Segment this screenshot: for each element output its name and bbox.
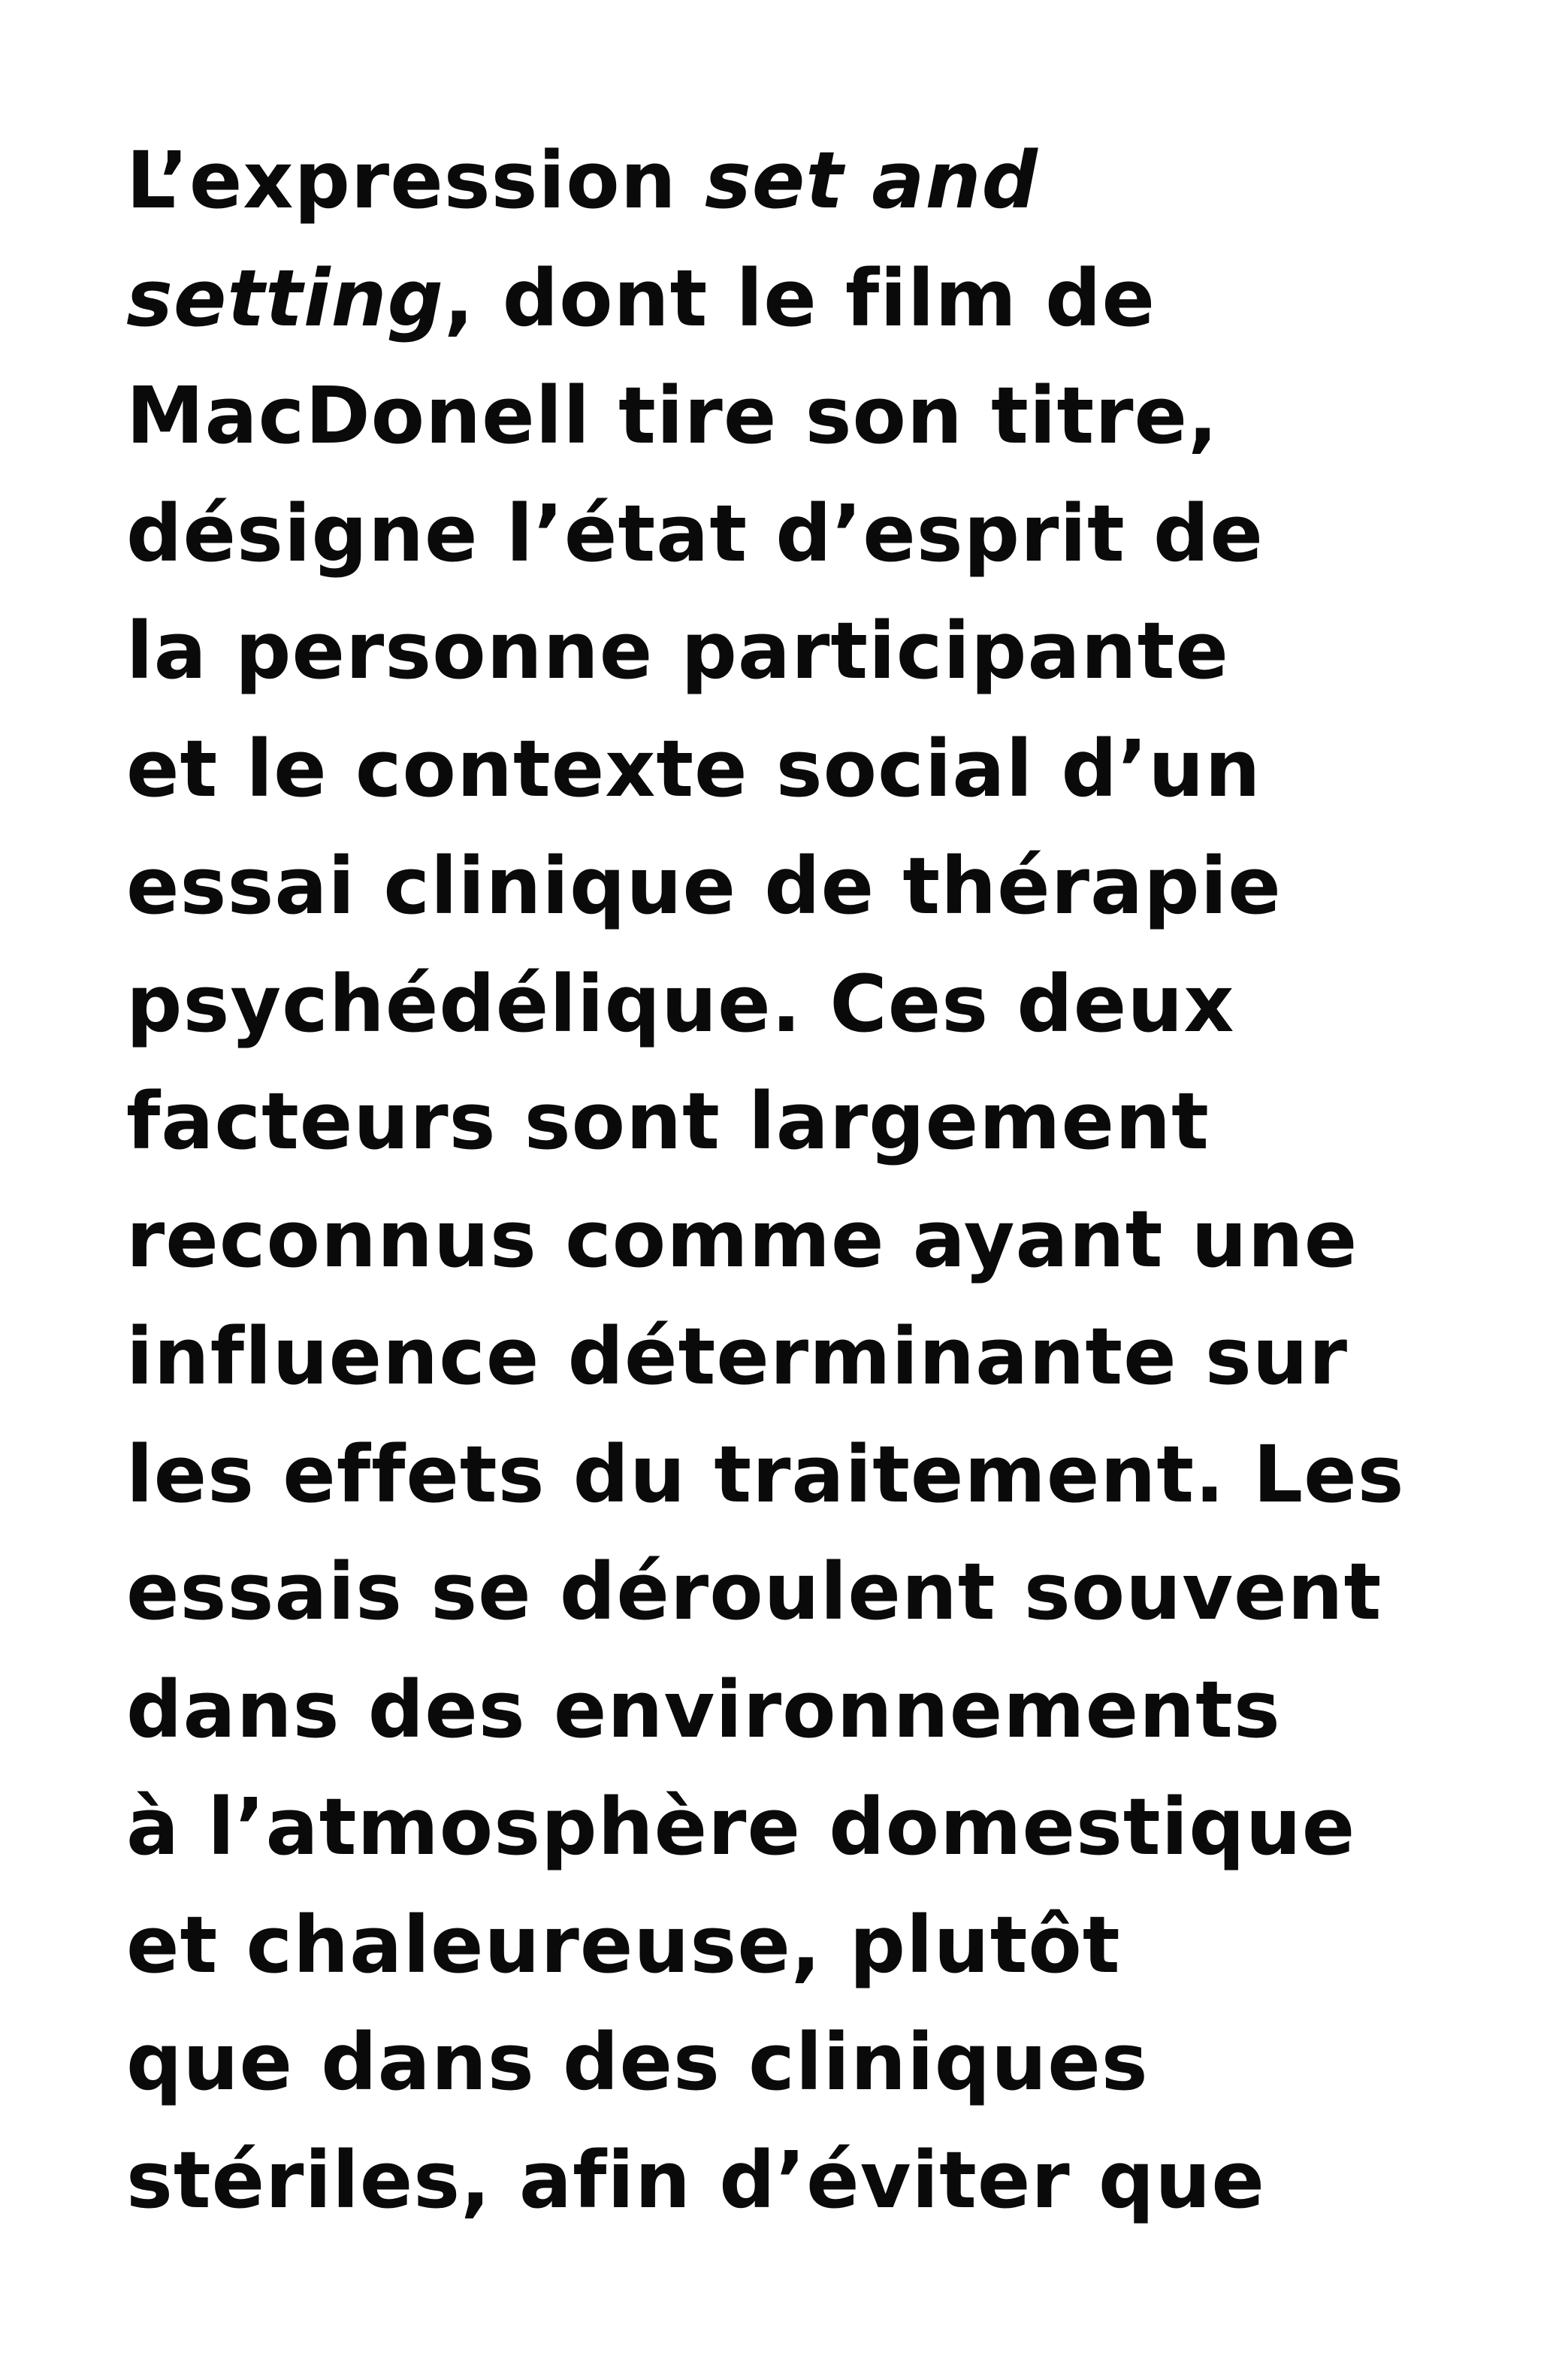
text-line: reconnus comme ayant une bbox=[126, 1193, 1358, 1285]
text-segment: , dont le film de bbox=[444, 252, 1156, 344]
text-line: dans des environnements bbox=[126, 1663, 1281, 1756]
italic-phrase: setting bbox=[126, 252, 444, 344]
text-line: la personne participante bbox=[126, 605, 1229, 697]
text-line bbox=[126, 240, 1539, 358]
italic-phrase: set and bbox=[704, 135, 1038, 226]
text-line: psychédélique. Ces deux bbox=[126, 957, 1235, 1050]
text-line: à l’atmosphère domestique bbox=[126, 1781, 1356, 1873]
text-line: les effets du traitement. Les bbox=[126, 1428, 1405, 1520]
text-line: que dans des cliniques bbox=[126, 2016, 1149, 2108]
text-line: et le contexte social d’un bbox=[126, 722, 1261, 815]
text-line bbox=[126, 122, 1539, 240]
text-line: désigne l’état d’esprit de bbox=[126, 487, 1264, 579]
text-segment: L’expression bbox=[126, 135, 705, 226]
text-line: influence déterminante sur bbox=[126, 1311, 1349, 1402]
text-line: et chaleureuse, plutôt bbox=[126, 1898, 1121, 1991]
body-paragraph bbox=[126, 122, 1539, 2239]
text-line: MacDonell tire son titre, bbox=[126, 370, 1219, 461]
text-line: stériles, afin d’éviter que bbox=[126, 2134, 1265, 2226]
text-line: essais se déroulent souvent bbox=[126, 1546, 1382, 1638]
text-line: facteurs sont largement bbox=[126, 1075, 1210, 1167]
text-line: essai clinique de thérapie bbox=[126, 840, 1282, 932]
